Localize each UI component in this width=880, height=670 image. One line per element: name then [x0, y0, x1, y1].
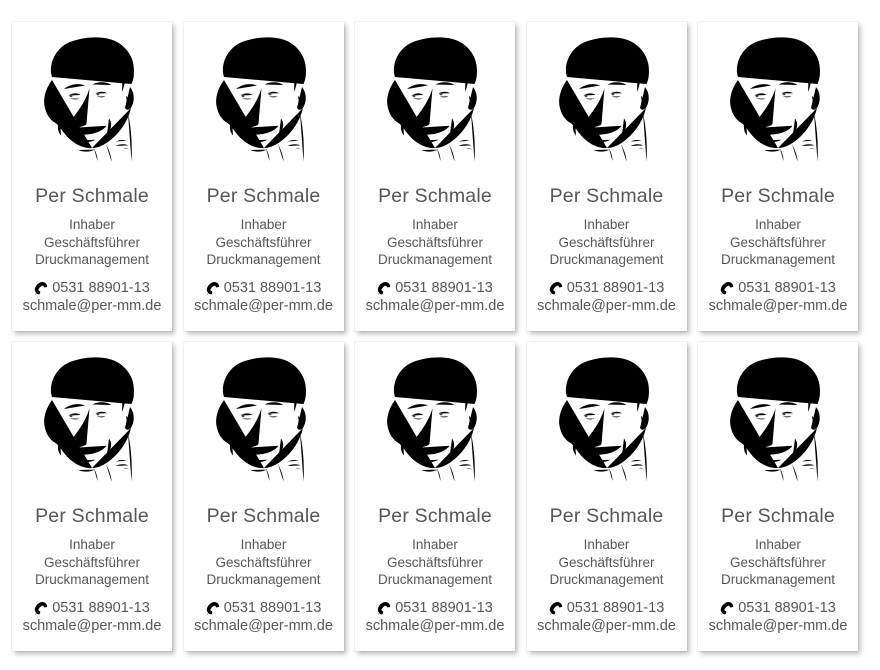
phone-number: 0531 88901-13	[566, 599, 665, 616]
contact-block	[537, 599, 676, 635]
email-address: schmale@per-mm.de	[194, 617, 333, 634]
phone-receiver-icon	[377, 281, 391, 295]
job-title-line: Geschäftsführer	[215, 234, 312, 250]
person-name: Per Schmale	[721, 505, 835, 527]
phone-line	[537, 599, 676, 617]
job-title-line: Geschäftsführer	[729, 234, 827, 250]
phone-number: 0531 88901-13	[223, 279, 322, 296]
job-title-line: Geschäftsführer	[215, 554, 312, 570]
contact-block	[366, 599, 505, 635]
portrait-caricature-icon	[36, 351, 148, 481]
job-title-line: Druckmanagement	[206, 252, 321, 267]
portrait-caricature-icon	[551, 351, 663, 481]
job-title-line: Druckmanagement	[720, 572, 836, 587]
business-card	[12, 342, 172, 651]
portrait-caricature-icon	[36, 31, 148, 161]
phone-number: 0531 88901-13	[566, 279, 665, 296]
job-titles	[721, 536, 835, 589]
job-title-line: Geschäftsführer	[386, 234, 484, 250]
phone-receiver-icon	[720, 281, 734, 295]
job-title-line: Druckmanagement	[720, 252, 836, 267]
phone-line	[366, 279, 505, 297]
contact-block	[194, 599, 333, 635]
phone-number: 0531 88901-13	[52, 279, 150, 296]
job-title-line: Druckmanagement	[377, 572, 493, 587]
phone-line	[537, 279, 676, 297]
contact-block	[709, 279, 848, 315]
job-title-line: Inhaber	[583, 217, 630, 232]
person-name: Per Schmale	[721, 185, 835, 207]
phone-number: 0531 88901-13	[738, 599, 836, 616]
person-name: Per Schmale	[549, 185, 664, 207]
job-title-line: Geschäftsführer	[558, 234, 655, 250]
portrait-caricature-icon	[722, 351, 834, 481]
job-title-line: Druckmanagement	[377, 252, 493, 267]
job-title-line: Geschäftsführer	[558, 554, 655, 570]
job-title-line: Inhaber	[240, 217, 287, 232]
phone-line	[23, 279, 162, 297]
contact-block	[23, 599, 162, 635]
portrait-caricature-icon	[379, 31, 491, 161]
phone-number: 0531 88901-13	[738, 279, 836, 296]
email-address: schmale@per-mm.de	[708, 617, 848, 634]
job-title-line: Geschäftsführer	[729, 554, 827, 570]
business-card	[527, 22, 687, 331]
phone-line	[194, 279, 333, 297]
person-name: Per Schmale	[35, 185, 149, 207]
job-title-line: Druckmanagement	[549, 252, 664, 267]
job-titles	[35, 216, 149, 269]
job-title-line: Geschäftsführer	[43, 554, 141, 570]
job-titles	[35, 536, 149, 589]
job-title-line: Geschäftsführer	[386, 554, 484, 570]
person-name: Per Schmale	[206, 185, 321, 207]
person-name: Per Schmale	[378, 505, 492, 527]
job-title-line: Inhaber	[755, 537, 801, 552]
job-titles	[549, 216, 663, 269]
job-title-line: Geschäftsführer	[43, 234, 141, 250]
business-card	[184, 22, 344, 331]
job-titles	[206, 536, 320, 589]
portrait-caricature-icon	[208, 31, 320, 161]
job-title-line: Druckmanagement	[549, 572, 664, 587]
job-title-line: Inhaber	[69, 217, 115, 232]
portrait-caricature-icon	[208, 351, 320, 481]
contact-block	[23, 279, 162, 315]
job-title-line: Inhaber	[240, 537, 287, 552]
email-address: schmale@per-mm.de	[708, 297, 848, 314]
contact-block	[537, 279, 676, 315]
job-titles	[721, 216, 835, 269]
phone-receiver-icon	[206, 281, 220, 295]
email-address: schmale@per-mm.de	[365, 617, 505, 634]
contact-block	[709, 599, 848, 635]
portrait-caricature-icon	[379, 351, 491, 481]
phone-number: 0531 88901-13	[395, 279, 493, 296]
job-titles	[378, 536, 492, 589]
phone-receiver-icon	[206, 601, 220, 615]
job-title-line: Inhaber	[583, 537, 630, 552]
email-address: schmale@per-mm.de	[537, 297, 676, 314]
phone-receiver-icon	[34, 281, 48, 295]
email-address: schmale@per-mm.de	[22, 297, 162, 314]
business-card	[698, 22, 858, 331]
business-card	[355, 22, 515, 331]
phone-line	[194, 599, 333, 617]
portrait-caricature-icon	[551, 31, 663, 161]
phone-number: 0531 88901-13	[395, 599, 493, 616]
job-titles	[549, 536, 663, 589]
phone-number: 0531 88901-13	[52, 599, 150, 616]
person-name: Per Schmale	[378, 185, 492, 207]
business-card	[12, 22, 172, 331]
job-title-line: Inhaber	[755, 217, 801, 232]
job-title-line: Druckmanagement	[34, 572, 150, 587]
portrait-caricature-icon	[722, 31, 834, 161]
person-name: Per Schmale	[35, 505, 149, 527]
email-address: schmale@per-mm.de	[537, 617, 676, 634]
phone-line	[366, 599, 505, 617]
job-titles	[378, 216, 492, 269]
phone-receiver-icon	[377, 601, 391, 615]
phone-receiver-icon	[34, 601, 48, 615]
phone-line	[709, 279, 848, 297]
email-address: schmale@per-mm.de	[22, 617, 162, 634]
business-card-sheet	[12, 22, 858, 651]
job-title-line: Druckmanagement	[206, 572, 321, 587]
job-title-line: Inhaber	[412, 217, 458, 232]
business-card	[527, 342, 687, 651]
phone-receiver-icon	[549, 281, 563, 295]
business-card	[355, 342, 515, 651]
contact-block	[194, 279, 333, 315]
business-card	[698, 342, 858, 651]
phone-line	[23, 599, 162, 617]
job-titles	[206, 216, 320, 269]
phone-receiver-icon	[549, 601, 563, 615]
email-address: schmale@per-mm.de	[365, 297, 505, 314]
person-name: Per Schmale	[206, 505, 321, 527]
job-title-line: Druckmanagement	[34, 252, 150, 267]
phone-number: 0531 88901-13	[223, 599, 322, 616]
job-title-line: Inhaber	[412, 537, 458, 552]
contact-block	[366, 279, 505, 315]
phone-receiver-icon	[720, 601, 734, 615]
business-card	[184, 342, 344, 651]
person-name: Per Schmale	[549, 505, 664, 527]
phone-line	[709, 599, 848, 617]
email-address: schmale@per-mm.de	[194, 297, 333, 314]
job-title-line: Inhaber	[69, 537, 115, 552]
